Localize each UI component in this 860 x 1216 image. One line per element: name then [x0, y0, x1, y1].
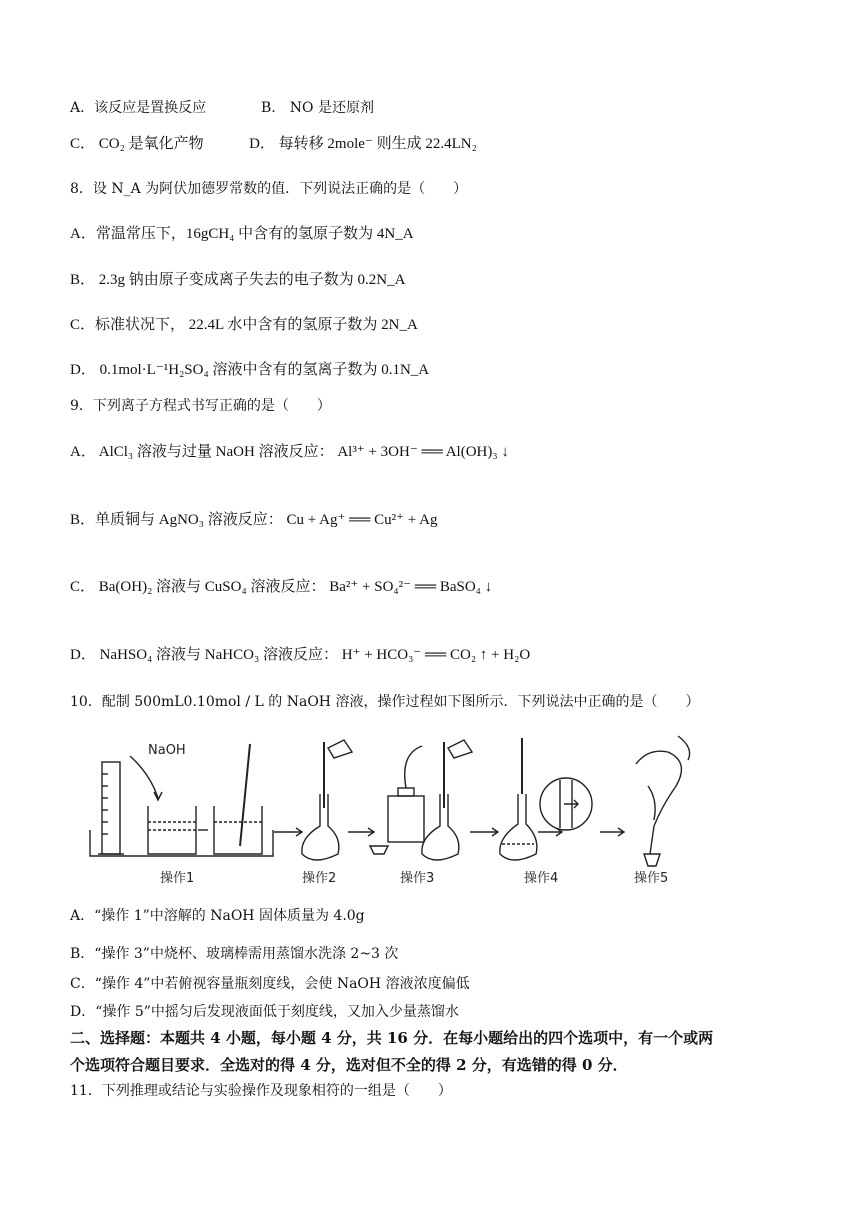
step-arrow-icon: [600, 828, 624, 836]
graduated-cylinder-icon: [98, 762, 124, 854]
q8-option-a: A．常温常压下，16gCH₄ 中含有的氢原子数为 4N_A: [70, 226, 414, 242]
figure-captions: [160, 870, 668, 886]
q10-option-d: D．“操作 5”中摇匀后发现液面低于刻度线，又加入少量蒸馏水: [70, 1004, 459, 1020]
wash-bottle-icon: [370, 746, 424, 854]
q9-option-b: B．单质铜与 AgNO₃ 溶液反应： Cu + Ag⁺ ══ Cu²⁺ + Ag: [70, 512, 438, 528]
q8-option-d: D． 0.1mol·L⁻¹H₂SO₄ 溶液中含有的氢离子数为 0.1N_A: [70, 362, 430, 378]
beaker-icon: [148, 806, 196, 854]
q8-option-b: B． 2.3g 钠由原子变成离子失去的电子数为 0.2N_A: [70, 272, 406, 288]
magnified-meniscus-icon: [540, 778, 592, 830]
q10-stem: 10．配制 500mL0.10mol / L 的 NaOH 溶液，操作过程如下图所示．下列说法中正确的是（ ）: [70, 694, 700, 710]
q9-option-d: D． NaHSO₄ 溶液与 NaHCO₃ 溶液反应： H⁺ + HCO₃⁻ ══ CO₂ ↑ + H₂O: [70, 647, 531, 663]
q7-option-b: B． NO 是还原剂: [261, 100, 374, 116]
q11-stem: 11．下列推理或结论与实验操作及现象相符的一组是（ ）: [70, 1083, 452, 1099]
volumetric-flask-pouring-icon: [302, 740, 352, 860]
section2-line2: 个选项符合题目要求．全选对的得 4 分，选对但不全的得 2 分，有选错的得 0 分．: [70, 1056, 628, 1074]
tray-outline: [90, 830, 273, 856]
naoh-arrow-icon: [130, 756, 158, 798]
q9-option-a: A． AlCl₃ 溶液与过量 NaOH 溶液反应： Al³⁺ + 3OH⁻ ══ Al(OH)₃ ↓: [70, 444, 509, 460]
solution-preparation-figure: [88, 734, 728, 892]
q7-option-c-d: [70, 134, 477, 154]
caption-op1: 操作1: [160, 871, 195, 886]
volumetric-flask-rinse-icon: [422, 740, 472, 860]
q10-option-b: B．“操作 3”中烧杯、玻璃棒需用蒸馏水洗涤 2~3 次: [70, 946, 399, 962]
caption-op3: 操作3: [400, 871, 435, 886]
beaker-stirring-icon: [214, 744, 262, 854]
q7-option-a: A．该反应是置换反应: [70, 100, 207, 116]
q8-stem: 8．设 N_A 为阿伏加德罗常数的值．下列说法正确的是（ ）: [70, 181, 468, 197]
shaking-flask-icon: [636, 736, 690, 866]
naoh-label: NaOH: [148, 743, 186, 758]
q10-option-c: C．“操作 4”中若俯视容量瓶刻度线，会使 NaOH 溶液浓度偏低: [70, 976, 470, 992]
q9-stem: 9．下列离子方程式书写正确的是（ ）: [70, 398, 331, 414]
q7-option-d: D． 每转移 2mole⁻ 则生成 22.4LN₂: [249, 136, 477, 152]
caption-op5: 操作5: [634, 871, 669, 886]
caption-op2: 操作2: [302, 871, 337, 886]
caption-op4: 操作4: [524, 871, 559, 886]
q7-option-a-b: [70, 98, 374, 118]
q10-option-a: A．“操作 1”中溶解的 NaOH 固体质量为 4.0g: [70, 908, 365, 924]
section2-line1: 二、选择题：本题共 4 小题，每小题 4 分，共 16 分．在每小题给出的四个选项中，有一个或两: [70, 1029, 714, 1047]
q9-option-c: C． Ba(OH)₂ 溶液与 CuSO₄ 溶液反应： Ba²⁺ + SO₄²⁻ ══ BaSO₄ ↓: [70, 579, 493, 595]
step-arrow-icon: [274, 828, 302, 836]
q8-option-c: C．标准状况下， 22.4L 水中含有的氢原子数为 2N_A: [70, 317, 418, 333]
q7-option-c: C． CO₂ 是氧化产物: [70, 136, 204, 152]
dropper-flask-icon: [500, 738, 537, 860]
step-arrow-icon: [348, 828, 374, 836]
step-arrow-icon: [470, 828, 498, 836]
